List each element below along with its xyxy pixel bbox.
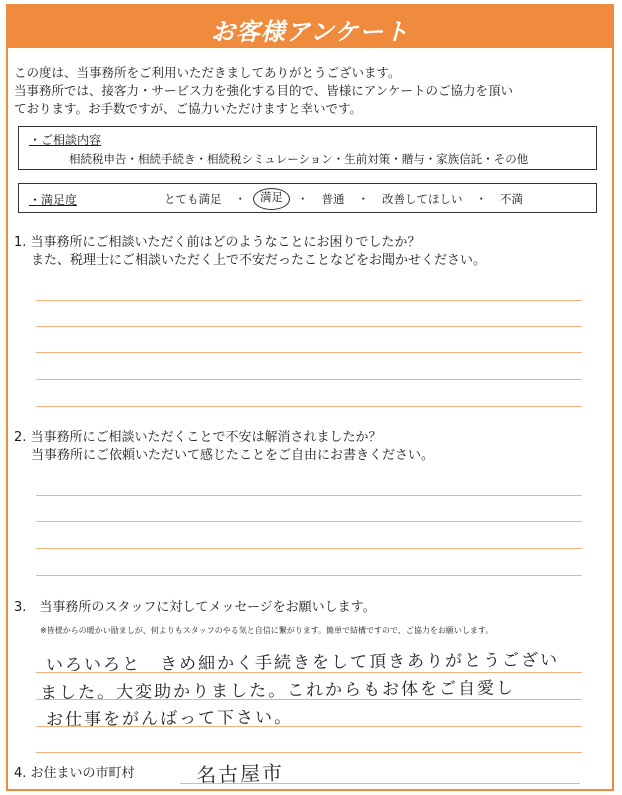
intro-text	[14, 64, 594, 118]
header-banner	[8, 6, 612, 48]
satisfaction-label: ・満足度	[29, 193, 78, 207]
handwritten-answer-line: ました。大変助かりました。これからもお体をご自愛し	[39, 678, 516, 704]
option-very-satisfied[interactable]: とても満足	[164, 192, 222, 206]
intro-line: 当事務所では、接客力・サービス力を強化する目的で、皆様にアンケートのご協力を頂い	[14, 83, 514, 98]
answer-line	[36, 495, 582, 496]
answer-line	[36, 548, 582, 549]
option-dissatisfied[interactable]: 不満	[500, 192, 523, 206]
option-separator: ・	[234, 192, 246, 206]
consultation-value: 相続税申告・相続手続き・相続税シミュレーション・生前対策・贈与・家族信託・その他	[69, 152, 529, 166]
handwritten-city: 名古屋市	[195, 760, 285, 788]
handwritten-answer-line: お仕事をがんばって下さい。	[45, 707, 294, 731]
answer-line	[36, 699, 582, 700]
question-3	[14, 599, 594, 617]
question-1	[14, 234, 594, 270]
question-2-line: 当事務所にご依頼いただいて感じたことをご自由にお書きください。	[31, 448, 435, 463]
option-separator: ・	[357, 192, 369, 206]
question-3-line: 3. 当事務所のスタッフに対してメッセージをお願いします。	[14, 600, 376, 615]
answer-line	[36, 521, 582, 522]
question-4-label: 4. お住まいの市町村	[14, 766, 135, 781]
answer-line	[36, 726, 582, 727]
answer-line	[36, 752, 582, 753]
consultation-box	[18, 126, 597, 170]
intro-line: ております。お手数ですが、ご協力いただけますと幸いです。	[14, 101, 363, 116]
option-satisfied-selected[interactable]: 満足	[253, 188, 290, 210]
question-2-line: 2. 当事務所にご相談いただくことで不安は解消されましたか？	[14, 430, 382, 445]
answer-line	[180, 783, 580, 784]
question-1-line: また、税理士にご相談いただく上で不安だったことなどをお聞かせください。	[31, 253, 487, 268]
question-2	[14, 429, 594, 465]
question-1-line: 1. 当事務所にご相談いただく前はどのようなことにお困りでしたか？	[14, 235, 421, 250]
answer-line	[36, 575, 582, 576]
consultation-label: ・ご相談内容	[29, 133, 102, 147]
option-normal[interactable]: 普通	[321, 192, 345, 206]
answer-line	[36, 326, 582, 327]
satisfaction-options	[164, 191, 523, 207]
answer-line	[36, 379, 582, 380]
answer-line	[36, 406, 582, 407]
intro-line: この度は、当事務所をご利用いただきましてありがとうございます。	[14, 65, 401, 80]
option-separator: ・	[297, 192, 309, 206]
question-3-note: ※皆様からの暖かい励ましが、何よりもスタッフのやる気と自信に繋がります。簡単で結構ですので、ご協力をお願いします。	[40, 626, 494, 635]
question-4	[14, 765, 594, 783]
option-separator: ・	[475, 192, 487, 206]
answer-line	[36, 352, 582, 353]
answer-line	[36, 300, 582, 301]
handwritten-answer-line: いろいろと きめ細かく手続きをして頂きありがとうござい	[45, 650, 560, 676]
page-title: お客様アンケート	[210, 18, 410, 46]
satisfaction-box	[18, 183, 597, 213]
option-needs-improvement[interactable]: 改善してほしい	[382, 192, 463, 206]
